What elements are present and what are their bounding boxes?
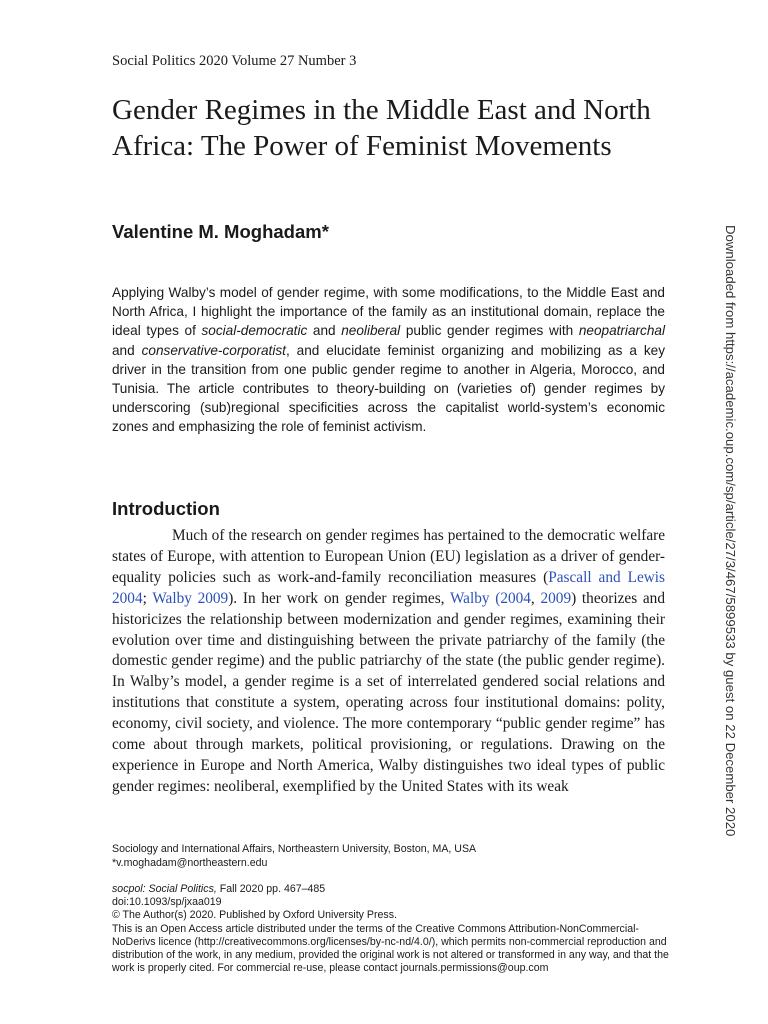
author-name: Valentine M. Moghadam* — [112, 221, 329, 242]
abstract-text: public gender regimes with — [400, 323, 579, 339]
body-text: , — [530, 589, 541, 607]
journal-name: socpol: Social Politics, — [112, 883, 217, 895]
affiliation-footnote — [112, 843, 672, 871]
download-watermark-text: Downloaded from https://academic.oup.com/sp/article/27/3/467/5899533 by guest on 22 December 2020 — [723, 225, 738, 837]
citation-link[interactable]: Walby 2009 — [152, 589, 229, 607]
affiliation-line: Sociology and International Affairs, Northeastern University, Boston, MA, USA — [112, 843, 477, 855]
copyright-line: © The Author(s) 2020. Published by Oxford University Press. — [112, 909, 397, 922]
abstract-text: Applying Walby’s model of gender regime, with some modifications, to the Middle East and North Africa, I highlight the importance of the family as an institutional domain, replace the ideal types of — [112, 285, 665, 339]
section-heading: Introduction — [112, 498, 220, 519]
body-text: ). In her work on gender regimes, — [228, 589, 450, 607]
abstract-text: and — [307, 323, 342, 339]
author-email: *v.moghadam@northeastern.edu — [112, 856, 268, 869]
citation-link[interactable]: Pascall and Lewis 2004 — [112, 568, 665, 607]
citation-link[interactable]: Walby (2004 — [449, 589, 531, 607]
doi-line: doi:10.1093/sp/jxaa019 — [112, 896, 222, 909]
article-title: Gender Regimes in the Middle East and North Africa: The Power of Feminist Movements — [112, 94, 651, 162]
citation-link[interactable]: 2009 — [540, 589, 572, 607]
abstract — [112, 283, 665, 437]
abstract-emphasis: neoliberal — [341, 323, 401, 339]
body-text: Much of the research on gender regimes has pertained to the democratic welfare states of Europe, with attention to European Union (EU) legislation as a driver of gender-equality policies such as work-and-family reconciliation measures ( — [112, 527, 665, 586]
body-paragraph — [112, 526, 665, 798]
body-text: ) theorizes and historicizes the relationship between modernization and gender regimes, examining their evolution over time and distinguishing between the private patriarchy of the family (the domestic gender regime) and the public patriarchy of the state (the public gender regime). In Walby’s model, a gender regime is a set of interrelated gendered social relations and institutions that constitute a system, operating across four institutional domains: polity, economy, civil society, and violence. The more contemporary “public gender regime” has come about through markets, political provisioning, or regulations. Drawing on the experience in Europe and North America, Walby distinguishes two ideal types of public gender regimes: neoliberal, exemplified by the United States with its weak — [112, 589, 665, 795]
abstract-emphasis: conservative-corporatist — [141, 342, 286, 358]
abstract-text: , and elucidate feminist organizing and mobilizing as a key driver in the transition from one public gender regime to another in Algeria, Morocco, and Tunisia. The article contributes to theory-building on (varieties of) gender regimes by underscoring (sub)regional specificities across the capitalist world-system’s economic zones and emphasizing the role of feminist activism. — [112, 342, 665, 435]
abstract-emphasis: neopatriarchal — [578, 323, 665, 339]
journal-pages: Fall 2020 pp. 467–485 — [216, 883, 326, 895]
journal-citation-line — [112, 883, 672, 896]
journal-issue-line: Social Politics 2020 Volume 27 Number 3 — [112, 53, 357, 69]
abstract-emphasis: social-democratic — [201, 323, 308, 339]
publication-info — [112, 883, 672, 975]
body-text: ; — [142, 589, 153, 607]
license-text: This is an Open Access article distributed under the terms of the Creative Commons Attribution-NonCommercial-NoDerivs licence (http://creativecommons.org/licenses/by-nc-nd/4.0/), which permits non-commercial reproduction and distribution of the work, in any medium, provided the original work is not altered or transformed in any way, and that the work is properly cited. For commercial re-use, please contact journals.permissions@oup.com — [112, 922, 669, 975]
abstract-text: and — [112, 342, 142, 358]
